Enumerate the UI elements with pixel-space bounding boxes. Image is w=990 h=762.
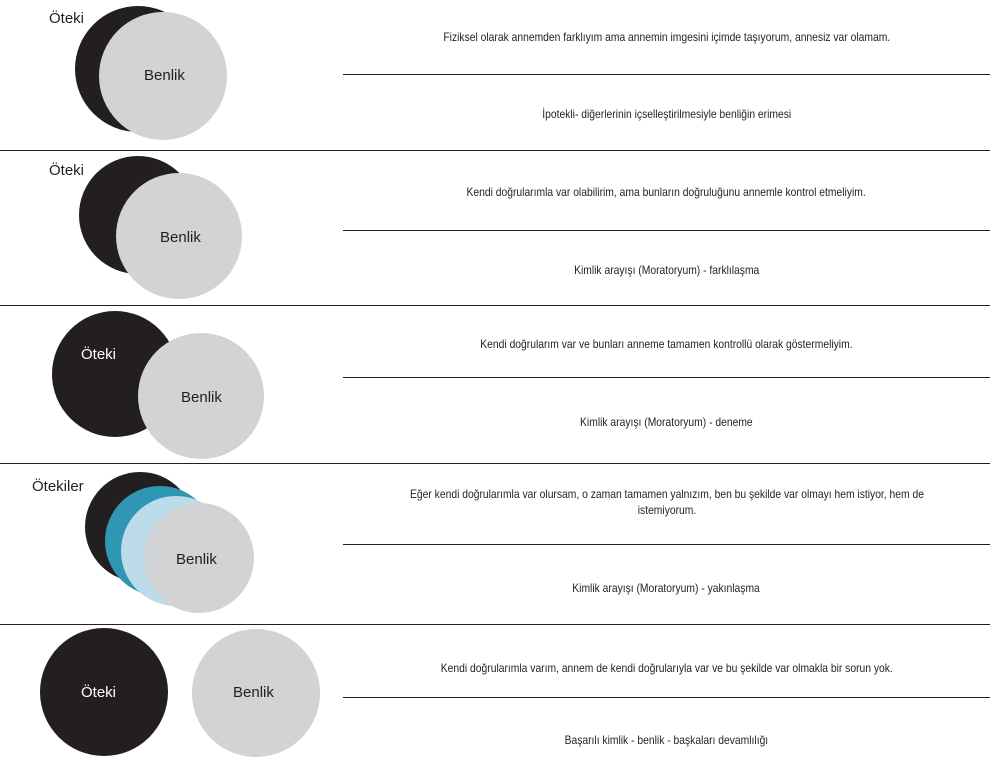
self-label: Benlik <box>176 551 217 568</box>
self-label: Benlik <box>144 67 185 84</box>
statement-divider <box>343 74 990 75</box>
statement-divider <box>343 230 990 231</box>
row-separator <box>0 305 990 306</box>
statement-divider <box>343 697 990 698</box>
other-label: Öteki <box>49 162 85 179</box>
stage-text: Kimlik arayışı (Moratoryum) - farklılaşma <box>573 263 760 277</box>
self-label: Benlik <box>233 684 274 701</box>
row-separator <box>0 624 990 625</box>
self-label: Benlik <box>181 389 222 406</box>
self-label: Benlik <box>160 229 201 246</box>
row-separator <box>0 150 990 151</box>
other-label: Öteki <box>81 346 117 363</box>
other-label: Öteki <box>49 10 85 27</box>
statement-text: Kendi doğrularımla varım, annem de kendi doğrularıyla var ve bu şekilde var olmakla bir sorun yok. <box>440 661 893 675</box>
statement-text: Kendi doğrularımla var olabilirim, ama bunların doğruluğunu annemle kontrol etmeliyim. <box>466 185 867 199</box>
other-label: Öteki <box>81 684 117 701</box>
stage-text: Kimlik arayışı (Moratoryum) - yakınlaşma <box>572 581 761 595</box>
stage-text: Kimlik arayışı (Moratoryum) - deneme <box>580 415 753 429</box>
statement-divider <box>343 377 990 378</box>
statement-divider <box>343 544 990 545</box>
stage-text: İpotekli- diğerlerinin içselleştirilmesiyle benliğin erimesi <box>542 107 791 121</box>
statement-text: Fiziksel olarak annemden farklıyım ama annemin imgesini içimde taşıyorum, annesiz var olamam. <box>443 30 890 44</box>
statement-text: Kendi doğrularım var ve bunları anneme tamamen kontrollü olarak göstermeliyim. <box>480 337 853 351</box>
other-label: Ötekiler <box>32 478 84 495</box>
stage-text: Başarılı kimlik - benlik - başkaları devamlılığı <box>564 733 769 747</box>
statement-text: Eğer kendi doğrularımla var olursam, o zaman tamamen yalnızım, ben bu şekilde var olmayı hem istiyor, hem de istemiyorum. <box>409 487 924 517</box>
row-separator <box>0 463 990 464</box>
